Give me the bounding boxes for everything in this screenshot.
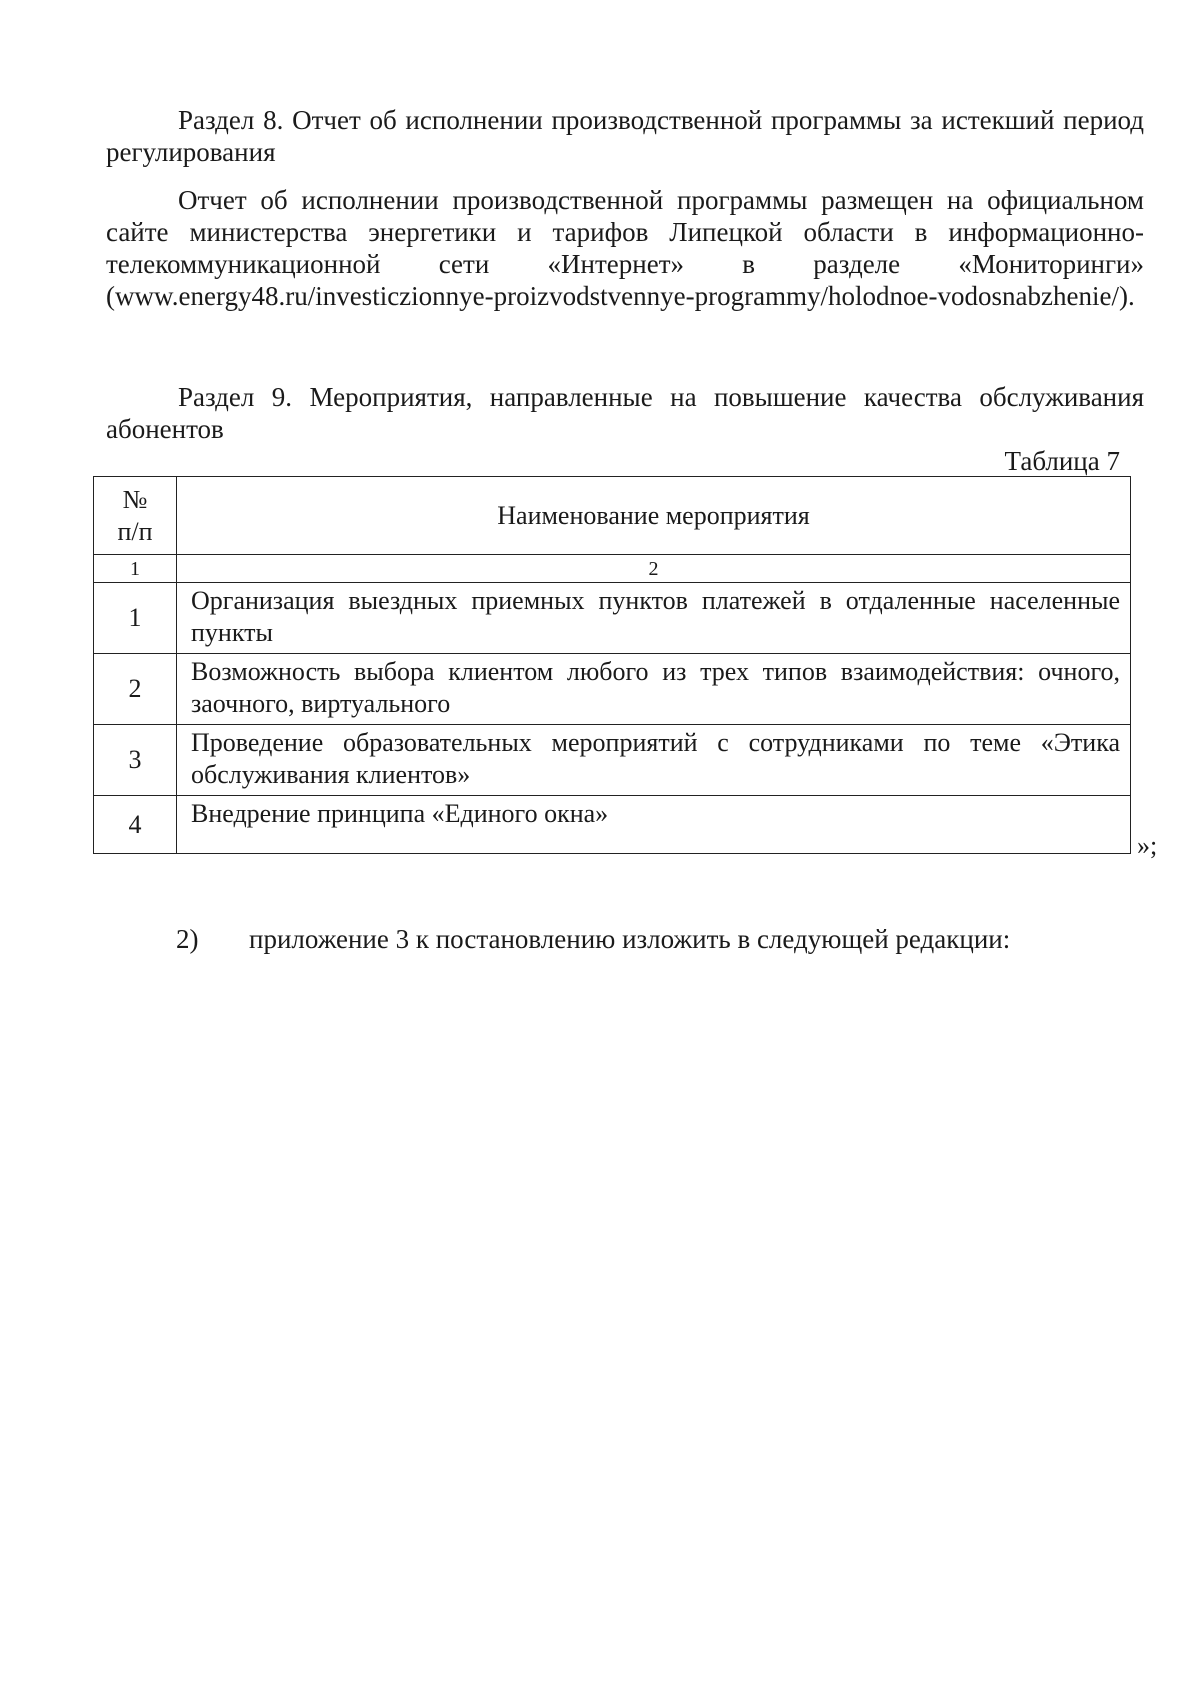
- events-table: [93, 476, 1131, 854]
- row-num: 2: [94, 654, 177, 725]
- section8-body: Отчет об исполнении производственной программы размещен на официальном сайте министерства энергетики и тарифов Липецкой области в информационно-телекоммуникационной сети «Интернет» в разделе «Мониторинги» (www.energy48.ru/investiczionnye-proizvodstvennye-programmy/holodnoe-vodosnabzhenie/).: [106, 185, 1144, 311]
- row-num: 4: [94, 796, 177, 854]
- row-name: Проведение образовательных мероприятий с сотрудниками по теме «Этика обслуживания клиентов»: [177, 725, 1131, 796]
- table-index-row: [94, 555, 1131, 583]
- index-col1: 1: [94, 555, 177, 583]
- table-row: [94, 583, 1131, 654]
- item2-text: приложение 3 к постановлению изложить в следующей редакции:: [249, 924, 1011, 954]
- row-num: 1: [94, 583, 177, 654]
- row-name: Внедрение принципа «Единого окна»: [177, 796, 1131, 854]
- index-col2: 2: [177, 555, 1131, 583]
- item2-number: 2): [176, 924, 199, 954]
- table-row: [94, 796, 1131, 854]
- header-num-cell: [94, 477, 177, 555]
- section9-heading: Раздел 9. Мероприятия, направленные на повышение качества обслуживания абонентов: [106, 382, 1144, 444]
- table-caption: Таблица 7: [1004, 446, 1120, 476]
- row-name: Возможность выбора клиентом любого из трех типов взаимодействия: очного, заочного, виртуального: [177, 654, 1131, 725]
- row-name: Организация выездных приемных пунктов платежей в отдаленные населенные пункты: [177, 583, 1131, 654]
- row-num: 3: [94, 725, 177, 796]
- header-num-line2: п/п: [117, 516, 153, 546]
- table-row: [94, 725, 1131, 796]
- table-row: [94, 654, 1131, 725]
- table-header-row: [94, 477, 1131, 555]
- item2-paragraph: [176, 923, 1010, 955]
- section8-heading: Раздел 8. Отчет об исполнении производственной программы за истекший период регулирования: [106, 105, 1144, 167]
- closing-quote-mark: »;: [1137, 831, 1158, 860]
- header-num-line1: №: [122, 484, 148, 514]
- header-name-cell: Наименование мероприятия: [177, 477, 1131, 555]
